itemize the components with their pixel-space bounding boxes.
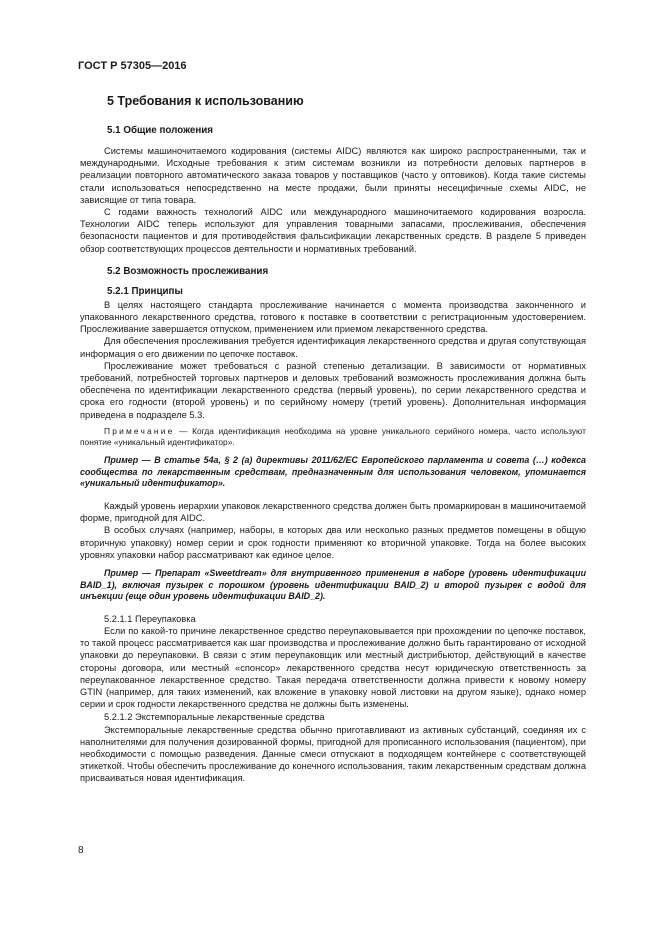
subsection-title-5-2: 5.2 Возможность прослеживания: [107, 265, 269, 277]
document-header: ГОСТ Р 57305—2016: [78, 60, 187, 72]
subsection-title-5-2-1-1: 5.2.1.1 Переупаковка: [104, 613, 196, 624]
paragraph: Системы машиночитаемого кодирования (системы AIDC) являются как широко распространенными, так и международными. Исходные требования к этим системам возникли из потребности деловых партнеров в реализации повторного автоматического заказа товаров у поставщиков (часто у оптовиков). Когда такие системы стали использоваться непосредственно на месте продажи, были приняты несецифичные схемы AIDC, не зависящие от типа товара.: [80, 146, 586, 205]
section-title: 5 Требования к использованию: [107, 94, 304, 108]
example-1: Пример — В статье 54а, § 2 (а) директивы 2011/62/ЕС Европейского парламента и совета (…) кодекса сообщества по лекарственным средствам, предназначенным для использования человеком, упоминается «уникальный идентификатор».: [80, 455, 586, 489]
paragraph: Каждый уровень иерархии упаковок лекарственного средства должен быть промаркирован в машиночитаемой форме, пригодной для AIDC.: [80, 501, 586, 524]
paragraph: Для обеспечения прослеживания требуется идентификация лекарственного средства и другая сопутствующая информация о его движении по цепочке поставок.: [80, 336, 586, 359]
paragraph: Экстемпоральные лекарственные средства обычно приготавливают из активных субстанций, соединяя их с наполнителями для получения дозированной формы, пригодной для прописанного использования (пациентом), при необходимости с помощью разведения. Данные смеси отпускают в подходящем контейнере с соответствующей этикеткой. Чтобы обеспечить прослеживание до конечного использования, таким лекарственным средствам должна присваиваться новая идентификация.: [80, 724, 586, 784]
paragraph: В особых случаях (например, наборы, в которых два или несколько разных предметов помещены в общую вторичную упаковку) номер серии и срок годности применяют ко вторичной упаковке. Тогда на более высоких уровнях упаковки набор рассматривают как единое целое.: [80, 525, 586, 560]
example-2: Пример — Препарат «Sweetdream» для внутривенного применения в наборе (уровень идентификации BAID_1), включая пузырек с порошком (уровень идентификации BAID_2) и второй пузырек с водой для инъекции (еще один уровень идентификации BAID_2).: [80, 568, 586, 602]
subsection-title-5-1: 5.1 Общие положения: [107, 125, 214, 136]
text-column: [80, 94, 586, 785]
note-text: — Когда идентификация необходима на уровне уникального серийного номера, часто используют понятие «уникальный идентификатор».: [80, 425, 586, 448]
paragraph: Прослеживание может требоваться с разной степенью детализации. В зависимости от нормативных требований, потребностей торговых партнеров и деловых требований возможность прослеживания должна быть обеспечена по идентификации лекарственного средства (первый уровень), по серии лекарственного средства и срока его годности (второй уровень) и по серийному номеру (третий уровень). Дополнительная информация приведена в подразделе 5.3.: [80, 360, 586, 420]
note-label: Примечание: [104, 425, 175, 436]
paragraph: Если по какой-то причине лекарственное средство переупаковывается при прохождении по цепочке поставок, то такой процесс рассматривается как шаг производства и прослеживание должно быть гарантировано от исходной упаковки до переупаковки. В связи с этим переупаковщик или местный дистрибьютор, действующий в качестве стороны договора, или местный «спонсор» лекарственного средства несут юридическую ответственность за переупакованное лекарственное средство. Такая передача ответственности должна привести к новому номеру GTIN (например, для таких изменений, как вложение в упаковку новой листовки на другом языке), однако номер серии и срок годности лекарственного средства не должны быть изменены.: [80, 626, 586, 710]
subsection-title-5-2-1: 5.2.1 Принципы: [107, 285, 183, 297]
note: [80, 426, 586, 448]
page-number: 8: [78, 845, 84, 856]
paragraph: С годами важность технологий AIDC или международного машиночитаемого кодирования возросла. Технологии AIDC теперь используют для управления товарными запасами, прослеживания, обеспечения безопасности пациентов и для противодействия фальсификации лекарственных средств. В разделе 5 приведен обзор соответствующих процессов деятельности и нормативных требований.: [80, 207, 586, 254]
subsection-title-5-2-1-2: 5.2.1.2 Экстемпоральные лекарственные средства: [104, 712, 325, 723]
paragraph: В целях настоящего стандарта прослеживание начинается с момента производства законченного и упакованного лекарственного средства, готового к поставке в соответствии с регистрационным удостоверением. Прослеживание завершается отпуском, применением или приемом лекарственного средства.: [80, 299, 586, 335]
